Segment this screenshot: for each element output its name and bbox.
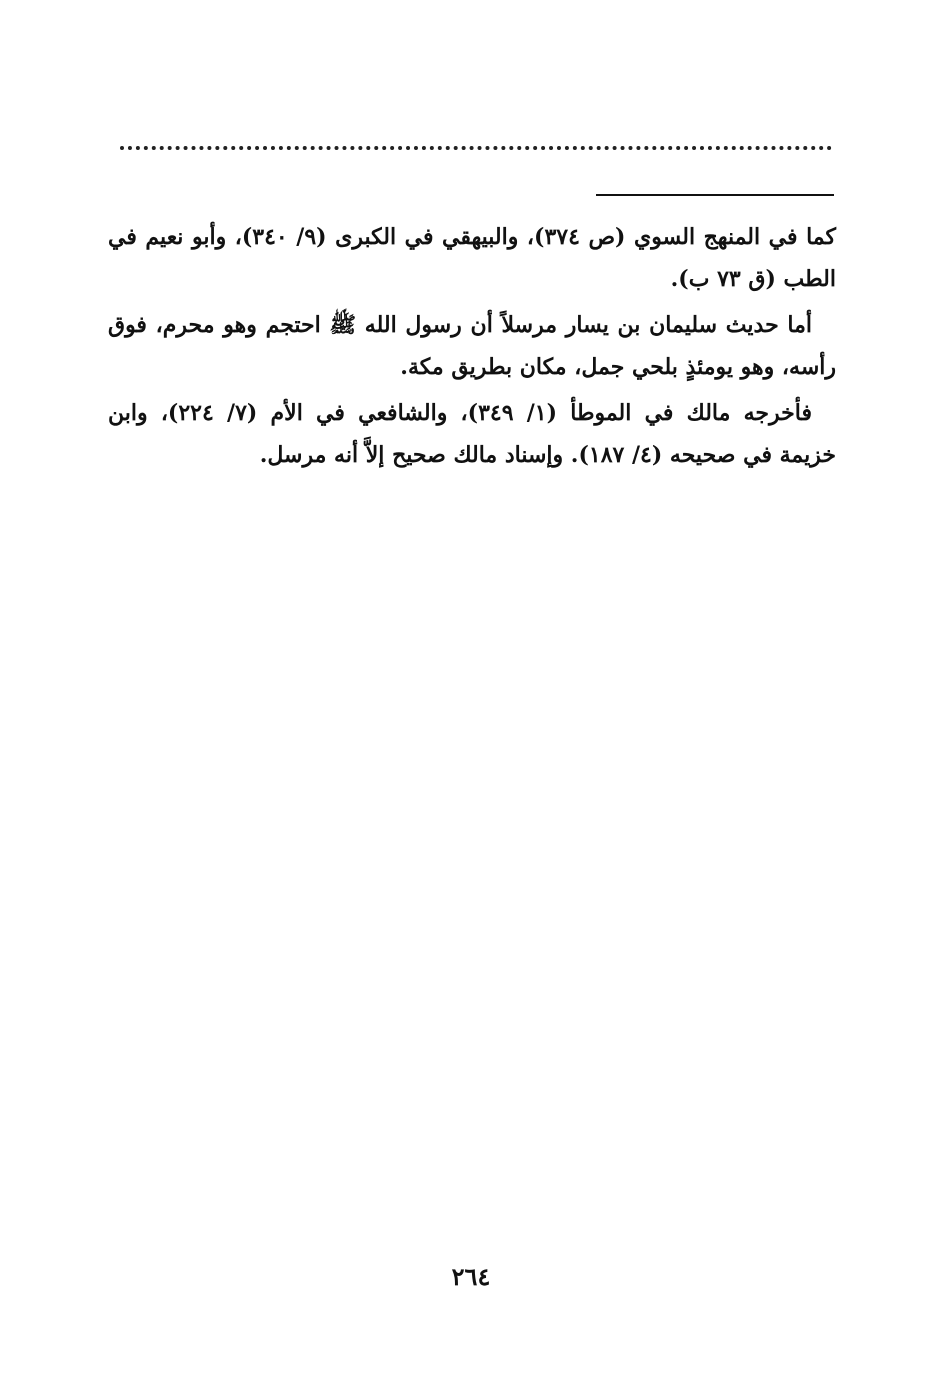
footnote-paragraph-2: أما حديث سليمان بن يسار مرسلاً أن رسول الله ﷺ احتجم وهو محرم، فوق رأسه، وهو يومئذٍ بلحي جمل، مكان بطريق مكة. — [108, 312, 836, 380]
footnote-paragraph-1: كما في المنهج السوي (ص ٣٧٤)، والبيهقي في الكبرى (٩/ ٣٤٠)، وأبو نعيم في الطب (ق ٧٣ ب). — [108, 224, 836, 292]
footnote-paragraph-3: فأخرجه مالك في الموطأ (١/ ٣٤٩)، والشافعي في الأم (٧/ ٢٢٤)، وابن خزيمة في صحيحه (٤/ ١٨٧). وإسناد مالك صحيح إلاَّ أنه مرسل. — [108, 400, 836, 468]
page-number: ٢٦٤ — [451, 1262, 491, 1291]
footnote-rule — [596, 194, 834, 196]
footnotes-block — [108, 216, 836, 480]
dotted-separator — [120, 146, 832, 150]
